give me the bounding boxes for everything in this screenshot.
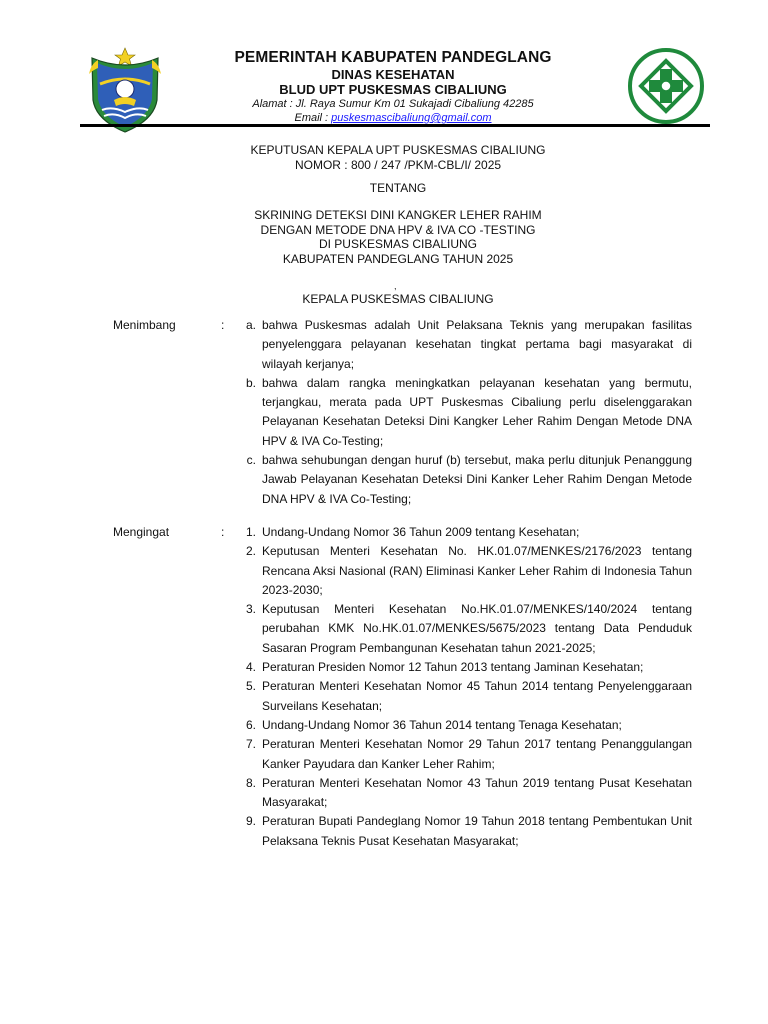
menimbang-label: Menimbang (113, 318, 176, 332)
menimbang-colon: : (221, 318, 225, 332)
item-marker: 7. (245, 737, 256, 752)
list-item (234, 374, 692, 451)
item-text: Peraturan Menteri Kesehatan Nomor 43 Tahun 2019 tentang Pusat Kesehatan Masyarakat; (262, 775, 692, 810)
list-item (234, 812, 692, 851)
list-item (234, 774, 692, 813)
list-item (234, 658, 692, 677)
letterhead-puskesmas: BLUD UPT PUSKESMAS CIBALIUNG (279, 82, 507, 97)
subject-line: SKRINING DETEKSI DINI KANGKER LEHER RAHIM (254, 208, 542, 222)
email-link[interactable]: puskesmascibaliung@gmail.com (331, 112, 492, 124)
item-text: Undang-Undang Nomor 36 Tahun 2009 tentang Kesehatan; (262, 525, 580, 539)
list-item (234, 542, 692, 600)
item-marker: b. (245, 375, 256, 390)
mengingat-list (234, 523, 692, 851)
item-marker: c. (246, 453, 256, 468)
mengingat-colon: : (221, 525, 225, 539)
list-item (234, 600, 692, 658)
stray-mark: , (394, 281, 397, 291)
item-marker: 8. (245, 775, 256, 790)
letterhead-address: Alamat : Jl. Raya Sumur Km 01 Sukajadi Cibaliung 42285 (252, 98, 534, 110)
list-item (234, 316, 692, 374)
decree-title: KEPUTUSAN KEPALA UPT PUSKESMAS CIBALIUNG (250, 143, 546, 157)
puskesmas-green-cross-icon (627, 47, 705, 125)
menimbang-list (234, 316, 692, 509)
item-text: bahwa dalam rangka meningkatkan pelayanan kesehatan yang bermutu, terjangkau, merata pada UPT Puskesmas Cibaliung perlu diselenggarakan Pelayanan Kesehatan Deteksi Dini Kangker Leher Rahim Dengan Metode DNA HPV & IVA Co-Testing; (262, 375, 692, 448)
letterhead-office: DINAS KESEHATAN (331, 67, 455, 82)
list-item (234, 523, 692, 542)
decree-subject (170, 208, 626, 266)
email-label: Email : (294, 112, 332, 124)
subject-line: DENGAN METODE DNA HPV & IVA CO -TESTING (260, 222, 536, 237)
list-item (234, 735, 692, 774)
item-text: Peraturan Menteri Kesehatan Nomor 45 Tahun 2014 tentang Penyelenggaraan Surveilans Kesehatan; (262, 679, 692, 713)
item-text: Keputusan Menteri Kesehatan No.HK.01.07/MENKES/140/2024 tentang perubahan KMK No.HK.01.07/MENKES/5675/2023 tentang Data Penduduk Sasaran Program Pembangunan Kesehatan tahun 2021-2025; (262, 602, 692, 655)
item-marker: 5. (245, 679, 256, 694)
letterhead-email (170, 111, 616, 125)
item-marker: 3. (245, 602, 256, 617)
item-text: Undang-Undang Nomor 36 Tahun 2014 tentang Tenaga Kesehatan; (262, 717, 622, 732)
item-marker: 2. (245, 544, 256, 559)
item-text: Peraturan Bupati Pandeglang Nomor 19 Tahun 2018 tentang Pembentukan Unit Pelaksana Teknis Pusat Kesehatan Masyarakat; (262, 814, 692, 848)
item-marker: 1. (245, 525, 256, 539)
kabupaten-pandeglang-emblem-icon (88, 44, 162, 134)
list-item (234, 716, 692, 735)
item-marker: 9. (245, 814, 256, 829)
item-marker: 4. (245, 660, 256, 675)
item-text: Peraturan Menteri Kesehatan Nomor 29 Tahun 2017 tentang Penanggulangan Kanker Payudara dan Kanker Leher Rahim; (262, 737, 692, 771)
mengingat-label: Mengingat (113, 525, 170, 539)
tentang-heading: TENTANG (369, 181, 427, 195)
item-text: Keputusan Menteri Kesehatan No. HK.01.07/MENKES/2176/2023 tentang Rencana Aksi Nasional (RAN) Eliminasi Kanker Leher Rahim di Indonesia Tahun 2023-2030; (262, 544, 692, 597)
decree-number: NOMOR : 800 / 247 /PKM-CBL/I/ 2025 (294, 157, 502, 172)
item-marker: a. (245, 318, 256, 332)
issuer-heading: KEPALA PUSKESMAS CIBALIUNG (302, 292, 494, 306)
letterhead-divider (80, 124, 710, 127)
list-item (234, 677, 692, 716)
item-text: bahwa Puskesmas adalah Unit Pelaksana Teknis yang merupakan fasilitas penyelenggara pelayanan kesehatan tingkat pertama bagi masyarakat di wilayah kerjanya; (262, 318, 692, 371)
item-text: Peraturan Presiden Nomor 12 Tahun 2013 tentang Jaminan Kesehatan; (262, 660, 644, 675)
subject-line: KABUPATEN PANDEGLANG TAHUN 2025 (282, 251, 514, 266)
letterhead-government: PEMERINTAH KABUPATEN PANDEGLANG (234, 49, 552, 66)
item-marker: 6. (245, 717, 256, 732)
list-item (234, 451, 692, 509)
letterhead (170, 48, 616, 125)
item-text: bahwa sehubungan dengan huruf (b) tersebut, maka perlu ditunjuk Penanggung Jawab Pelayanan Kesehatan Deteksi Dini Kanker Leher Rahim Dengan Metode DNA HPV & IVA Co-Testing; (262, 453, 692, 506)
subject-line: DI PUSKESMAS CIBALIUNG (318, 237, 478, 251)
decree-heading (170, 143, 626, 172)
